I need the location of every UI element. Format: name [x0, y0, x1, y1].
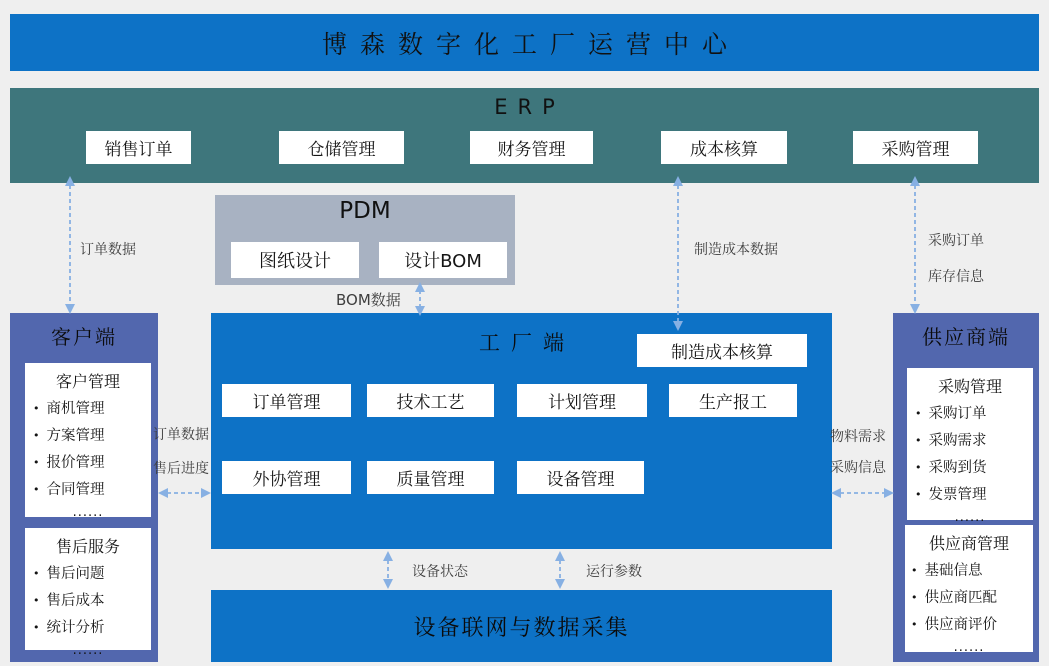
iot-section — [211, 590, 832, 662]
flow-label-inventory-info: 库存信息 — [928, 269, 984, 285]
factory-module-production-report: 生产报工 — [669, 384, 797, 417]
card-item-list — [907, 401, 1033, 509]
card-item-list — [25, 396, 151, 504]
list-item: • 供应商评价 — [911, 612, 1033, 639]
arrow-erp-client-order-data — [65, 176, 75, 314]
client-card-after-sales-service — [25, 528, 151, 658]
arrow-erp-supplier-purchase — [910, 176, 920, 314]
erp-title: ERP — [494, 95, 565, 119]
list-item: • 售后问题 — [33, 561, 151, 588]
card-title: 供应商管理 — [928, 534, 1009, 553]
ellipsis-more: ...... — [72, 643, 104, 658]
pdm-title: PDM — [339, 198, 391, 224]
list-item: • 合同管理 — [33, 477, 151, 504]
ellipsis-more: ...... — [72, 505, 104, 520]
list-item: • 采购到货 — [915, 455, 1033, 482]
card-item-list — [25, 561, 151, 642]
factory-module-outsourcing: 外协管理 — [222, 461, 351, 494]
flow-label-run-params: 运行参数 — [586, 564, 642, 580]
flow-label-purchase-order: 采购订单 — [928, 233, 984, 249]
erp-module-warehouse: 仓储管理 — [279, 131, 404, 164]
ellipsis-more: ...... — [954, 510, 986, 525]
page-title: 博森数字化工厂运营中心 — [321, 29, 740, 59]
factory-module-plan-management: 计划管理 — [517, 384, 647, 417]
client-section — [10, 313, 158, 662]
flow-label-bom-data: BOM数据 — [336, 291, 401, 309]
arrow-factory-iot-device-status — [383, 551, 393, 589]
card-title: 采购管理 — [937, 377, 1002, 396]
erp-module-procurement: 采购管理 — [853, 131, 978, 164]
list-item: • 统计分析 — [33, 615, 151, 642]
supplier-section — [893, 313, 1039, 662]
list-item: • 发票管理 — [915, 482, 1033, 509]
iot-title: 设备联网与数据采集 — [413, 615, 630, 641]
list-item: • 采购订单 — [915, 401, 1033, 428]
list-item: • 报价管理 — [33, 450, 151, 477]
card-title: 售后服务 — [55, 537, 120, 556]
pdm-module-drawing-design: 图纸设计 — [231, 242, 359, 278]
factory-title: 工厂端 — [479, 331, 575, 355]
client-title: 客户端 — [51, 325, 117, 349]
factory-section — [211, 313, 832, 549]
list-item: • 商机管理 — [33, 396, 151, 423]
factory-module-equipment: 设备管理 — [517, 461, 644, 494]
flow-label-order-data: 订单数据 — [80, 242, 136, 258]
card-title: 客户管理 — [55, 372, 120, 391]
list-item: • 基础信息 — [911, 558, 1033, 585]
list-item: • 售后成本 — [33, 588, 151, 615]
factory-module-order-management: 订单管理 — [222, 384, 351, 417]
supplier-card-procurement — [907, 368, 1033, 525]
supplier-card-supplier-management — [905, 525, 1033, 655]
arrow-factory-iot-run-params — [555, 551, 565, 589]
flow-label-order-data-mid: 订单数据 — [153, 427, 209, 443]
flow-label-after-sales-progress: 售后进度 — [153, 461, 209, 477]
list-item: • 采购需求 — [915, 428, 1033, 455]
erp-module-finance: 财务管理 — [470, 131, 593, 164]
supplier-title: 供应商端 — [922, 325, 1010, 349]
factory-module-quality: 质量管理 — [367, 461, 494, 494]
list-item: • 供应商匹配 — [911, 585, 1033, 612]
flow-label-mfg-cost-data: 制造成本数据 — [694, 242, 778, 258]
client-card-customer-management — [25, 363, 151, 520]
arrow-factory-supplier — [831, 488, 894, 498]
pdm-section — [215, 195, 515, 285]
flow-label-purchase-info: 采购信息 — [830, 460, 886, 476]
pdm-module-design-bom: 设计BOM — [379, 242, 507, 278]
card-item-list — [905, 558, 1033, 639]
arrow-client-factory — [158, 488, 211, 498]
flow-label-device-status: 设备状态 — [412, 564, 468, 580]
arrow-pdm-factory-bom-data — [415, 282, 425, 316]
erp-module-cost-accounting: 成本核算 — [661, 131, 787, 164]
erp-section — [10, 88, 1039, 183]
ellipsis-more: ...... — [953, 640, 985, 655]
arrow-erp-factory-mfg-cost — [673, 176, 683, 331]
list-item: • 方案管理 — [33, 423, 151, 450]
flow-label-material-demand: 物料需求 — [830, 429, 886, 445]
factory-module-mfg-cost-accounting: 制造成本核算 — [637, 334, 807, 367]
factory-module-process-technology: 技术工艺 — [367, 384, 494, 417]
erp-module-sales-order: 销售订单 — [86, 131, 191, 164]
header-banner — [10, 14, 1039, 71]
